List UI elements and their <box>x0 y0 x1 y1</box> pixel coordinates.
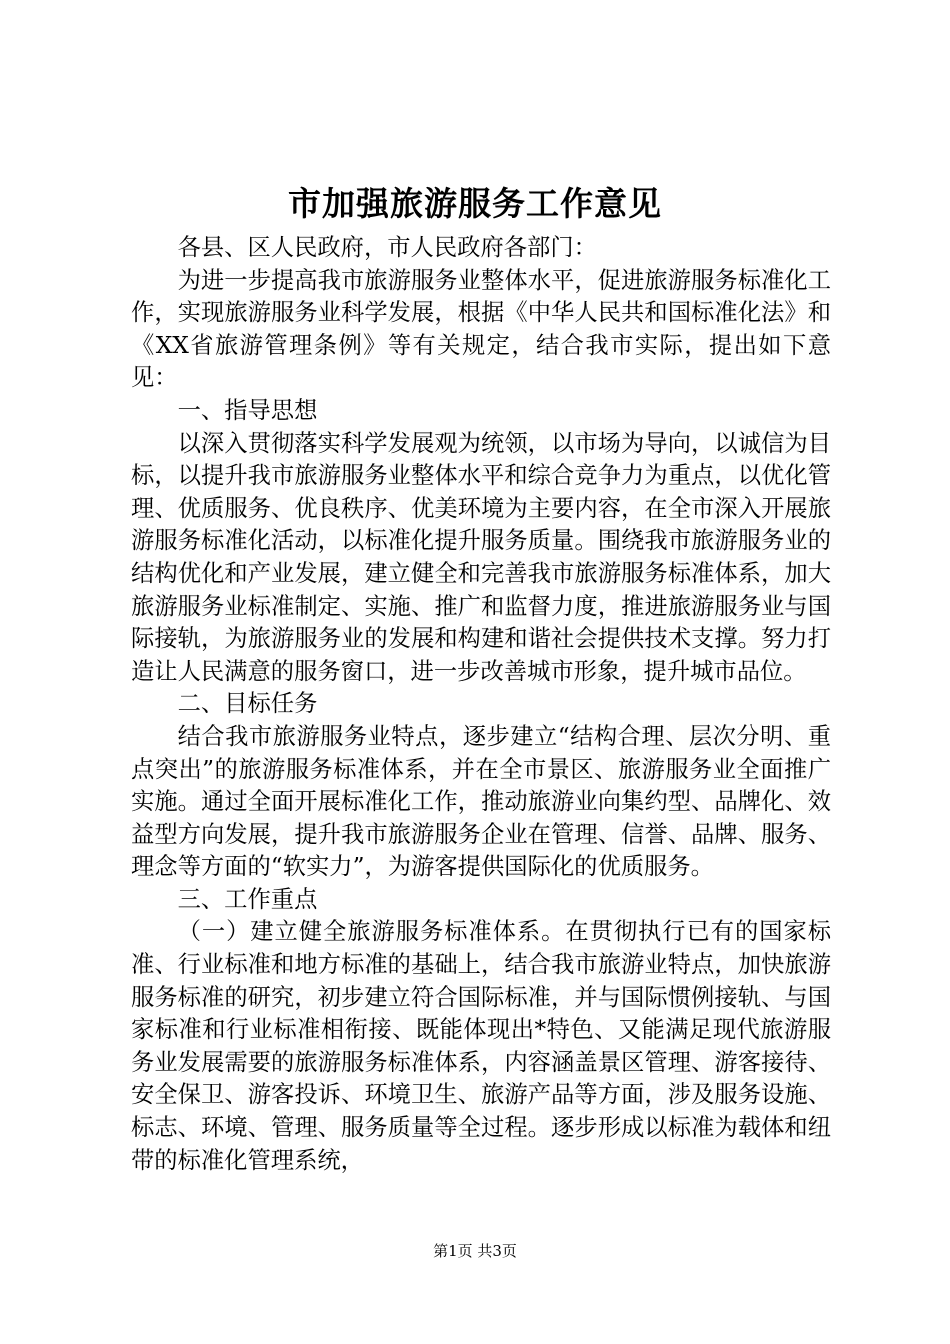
section-paragraph-guiding-ideology: 以深入贯彻落实科学发展观为统领，以市场为导向，以诚信为目标，以提升我市旅游服务业整体水平和综合竞争力为重点，以优化管理、优质服务、优良秩序、优美环境为主要内容，在全市深入开展旅游服务标准化活动，以标准化提升服务质量。围绕我市旅游服务业的结构优化和产业发展，建立健全和完善我市旅游服务标准体系，加大旅游服务业标准制定、实施、推广和监督力度，推进旅游服务业与国际接轨，为旅游服务业的发展和构建和谐社会提供技术支撑。努力打造让人民满意的服务窗口，进一步改善城市形象，提升城市品位。 <box>131 429 831 685</box>
document-title: 市加强旅游服务工作意见 <box>288 184 662 223</box>
intro-paragraph: 为进一步提高我市旅游服务业整体水平，促进旅游服务标准化工作，实现旅游服务业科学发展，根据《中华人民共和国标准化法》和《XX省旅游管理条例》等有关规定，结合我市实际，提出如下意见： <box>131 266 831 392</box>
section-heading-guiding-ideology: 一、指导思想 <box>177 396 318 424</box>
section-paragraph-key-work-item1: （一）建立健全旅游服务标准体系。在贯彻执行已有的国家标准、行业标准和地方标准的基础上，结合我市旅游业特点，加快旅游服务标准的研究，初步建立符合国际标准，并与国际惯例接轨、与国家标准和行业标准相衔接、既能体现出*特色、又能满足现代旅游服务业发展需要的旅游服务标准体系，内容涵盖景区管理、游客接待、安全保卫、游客投诉、环境卫生、旅游产品等方面，涉及服务设施、标志、环境、管理、服务质量等全过程。逐步形成以标准为载体和纽带的标准化管理系统， <box>131 918 831 1174</box>
document-body <box>131 232 831 1177</box>
section-heading-goals: 二、目标任务 <box>177 690 318 718</box>
salutation: 各县、区人民政府，市人民政府各部门： <box>177 234 597 261</box>
page-number: 第1页 共3页 <box>433 1242 517 1260</box>
section-paragraph-goals: 结合我市旅游服务业特点，逐步建立“结构合理、层次分明、重点突出”的旅游服务标准体系，并在全市景区、旅游服务业全面推广实施。通过全面开展标准化工作，推动旅游业向集约型、品牌化、效益型方向发展，提升我市旅游服务企业在管理、信誉、品牌、服务、理念等方面的“软实力”，为游客提供国际化的优质服务。 <box>131 722 831 881</box>
section-heading-key-work: 三、工作重点 <box>177 885 318 913</box>
